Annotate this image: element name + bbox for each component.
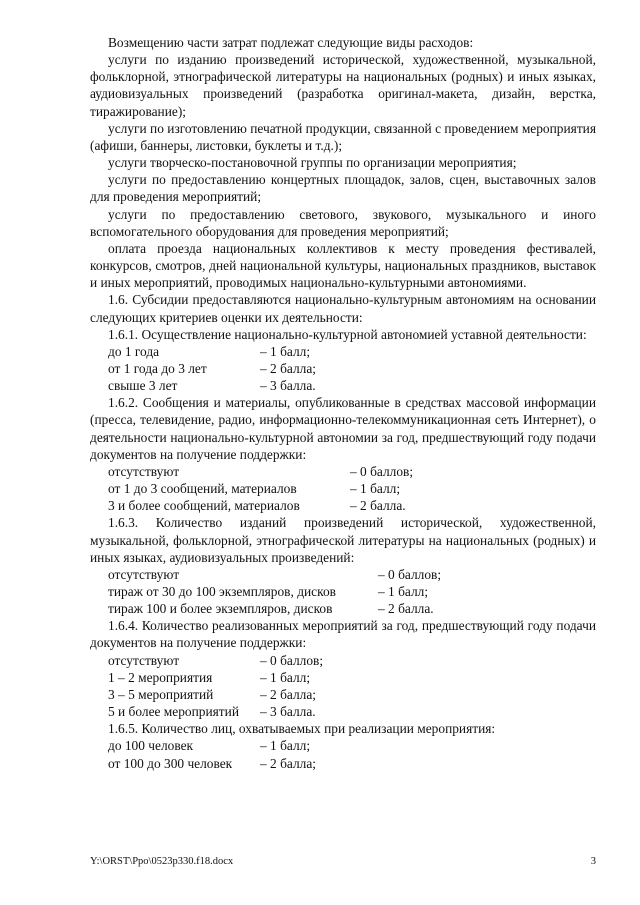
- score-row: [90, 360, 596, 377]
- score-row: [90, 669, 596, 686]
- score-label: отсутствуют: [108, 463, 180, 479]
- paragraph-creative-group: услуги творческо-постановочной группы по организации мероприятия;: [108, 155, 517, 171]
- score-value: – 3 балла.: [260, 378, 316, 394]
- score-value: – 0 баллов;: [350, 463, 414, 479]
- criterion-1-6-2-scores: [90, 463, 596, 514]
- file-path: Y:\ORST\Ppo\0523p330.f18.docx: [90, 856, 234, 867]
- score-label: от 1 до 3 сообщений, материалов: [108, 481, 297, 497]
- score-label: 5 и более мероприятий: [108, 704, 239, 720]
- criterion-1-6-3-scores: [90, 566, 596, 617]
- score-value: – 2 балла;: [260, 686, 316, 702]
- score-value: – 1 балл;: [260, 669, 311, 685]
- score-row: [90, 583, 596, 600]
- criterion-1-6-2-heading: 1.6.2. Сообщения и материалы, опубликованные в средствах массовой информации (пресса, телевидение, радио, информационно-телекоммуникационная сеть Интернет), о деятельности национально-культурной автономии за год, предшествующий году подачи документов на получение поддержки:: [90, 395, 596, 462]
- paragraph-publishing-services: услуги по изданию произведений исторической, художественной, музыкальной, фольклорной, этнографической литературы на национальных (родных) и иных языках, аудиовизуальных произведений (разработка оригинал-макета, дизайн, верстка, тиражирование);: [90, 52, 596, 119]
- score-row: [90, 755, 596, 772]
- criterion-1-6-3-heading: 1.6.3. Количество изданий произведений исторической, художественной, музыкальной, фольклорной, этнографической литературы на национальных (родных) и иных языках, аудиовизуальных произведений:: [90, 515, 596, 565]
- score-value: – 2 балла.: [378, 601, 434, 617]
- score-row: [90, 686, 596, 703]
- criterion-1-6-1-scores: [90, 343, 596, 394]
- score-value: – 1 балл;: [350, 481, 401, 497]
- score-value: – 2 балла;: [260, 360, 316, 376]
- paragraph-equipment: услуги по предоставлению светового, звукового, музыкального и иного вспомогательного оборудования для проведения мероприятий;: [90, 206, 596, 239]
- score-row: [90, 652, 596, 669]
- criterion-1-6-1-heading: 1.6.1. Осуществление национально-культурной автономией уставной деятельности:: [108, 326, 587, 342]
- score-row: [90, 463, 596, 480]
- criterion-1-6-5-heading: 1.6.5. Количество лиц, охватываемых при реализации мероприятия:: [108, 721, 496, 737]
- page-number: 3: [590, 856, 596, 867]
- score-label: 3 и более сообщений, материалов: [108, 498, 300, 514]
- criterion-1-6-4-heading: 1.6.4. Количество реализованных мероприятий за год, предшествующий году подачи документов на получение поддержки:: [90, 618, 596, 651]
- score-row: [90, 737, 596, 754]
- score-label: свыше 3 лет: [108, 378, 178, 394]
- score-label: от 100 до 300 человек: [108, 755, 233, 771]
- paragraph-printing-services: услуги по изготовлению печатной продукции, связанной с проведением мероприятия (афиши, баннеры, листовки, буклеты и т.д.);: [90, 120, 596, 153]
- score-value: – 3 балла.: [260, 704, 316, 720]
- score-value: – 1 балл;: [260, 343, 311, 359]
- score-value: – 2 балла;: [260, 755, 316, 771]
- score-value: – 2 балла.: [350, 498, 406, 514]
- paragraph-venues: услуги по предоставлению концертных площадок, залов, сцен, выставочных залов для проведения мероприятий;: [90, 172, 596, 205]
- score-label: до 100 человек: [108, 738, 194, 754]
- paragraph-expense-intro: Возмещению части затрат подлежат следующие виды расходов:: [108, 35, 474, 50]
- score-value: – 1 балл;: [378, 584, 429, 599]
- score-row: [90, 566, 596, 583]
- score-label: тираж от 30 до 100 экземпляров, дисков: [108, 584, 336, 599]
- score-value: – 0 баллов;: [260, 652, 324, 668]
- score-label: от 1 года до 3 лет: [108, 360, 207, 376]
- score-label: 3 – 5 мероприятий: [108, 686, 214, 702]
- score-label: 1 – 2 мероприятия: [108, 669, 213, 685]
- score-row: [90, 480, 596, 497]
- score-label: отсутствуют: [108, 566, 180, 582]
- paragraph-1-6-subsidies: 1.6. Субсидии предоставляются национально-культурным автономиям на основании следующих критериев оценки их деятельности:: [90, 292, 596, 325]
- score-row: [90, 600, 596, 617]
- score-row: [90, 343, 596, 360]
- criterion-1-6-4-scores: [90, 652, 596, 721]
- score-label: тираж 100 и более экземпляров, дисков: [108, 601, 333, 617]
- criterion-1-6-5-scores: [90, 737, 596, 771]
- score-row: [90, 703, 596, 720]
- score-label: отсутствуют: [108, 652, 180, 668]
- page-footer: [90, 856, 596, 867]
- score-label: до 1 года: [108, 343, 160, 359]
- score-value: – 0 баллов;: [378, 566, 442, 582]
- score-row: [90, 497, 596, 514]
- score-row: [90, 377, 596, 394]
- paragraph-travel: оплата проезда национальных коллективов к месту проведения фестивалей, конкурсов, смотров, дней национальной культуры, национальных праздников, выставок и иных мероприятий, проводимых национально-культурными автономиями.: [90, 240, 596, 291]
- document-body: [90, 34, 596, 772]
- score-value: – 1 балл;: [260, 738, 311, 754]
